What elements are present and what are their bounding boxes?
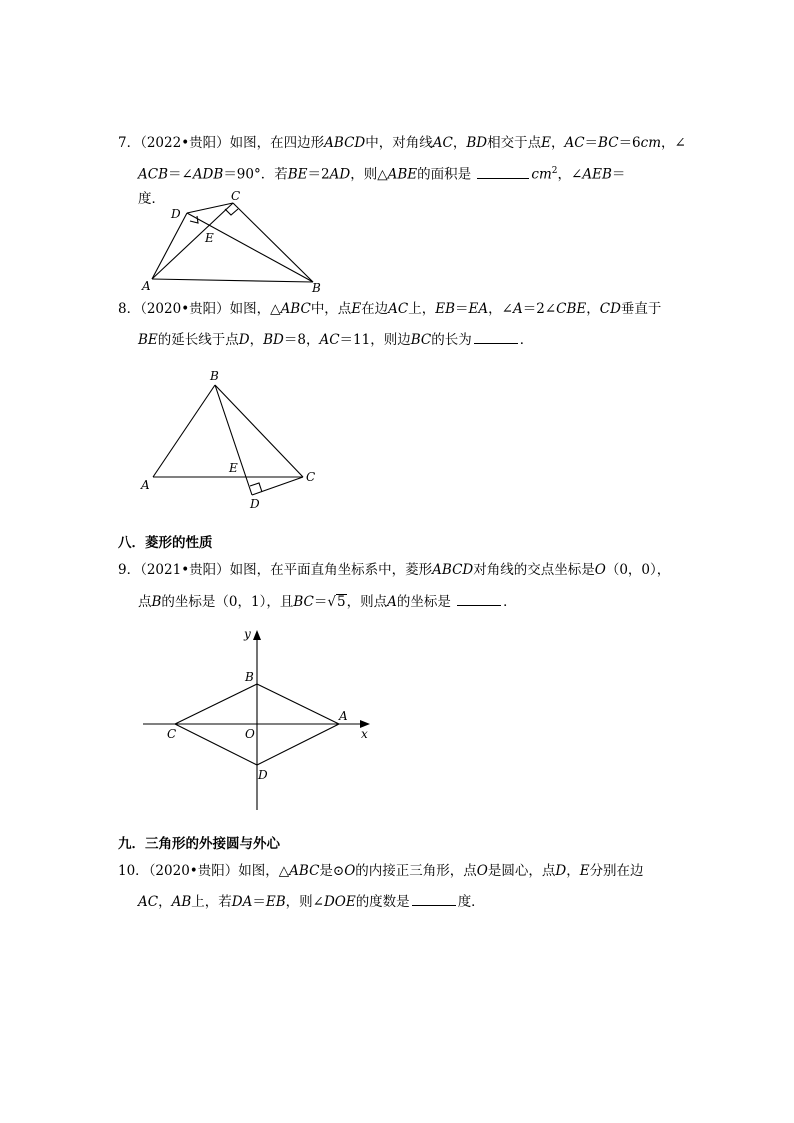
- p9-segment-BA: [257, 684, 339, 724]
- p9-label-C: C: [167, 727, 177, 741]
- p8-text: 垂直于: [620, 301, 662, 317]
- p8-var: D: [238, 332, 250, 348]
- p8-label-A: A: [141, 478, 150, 492]
- p9-label-B: B: [245, 670, 254, 684]
- p10-text: 是⊙: [319, 863, 345, 879]
- p9-text: 对角线的交点坐标是: [473, 562, 595, 578]
- p8-var: BD: [263, 332, 284, 348]
- p10-var: DA: [231, 894, 253, 910]
- p10-text: ，: [566, 863, 580, 879]
- p7-source: （2022•贵阳）: [140, 135, 230, 151]
- p9-var: ABCD: [432, 562, 474, 578]
- p9-text: 的坐标是: [396, 594, 451, 610]
- p8-text: ＝8，: [283, 332, 320, 348]
- p8-line-2: [138, 331, 533, 349]
- p10-text: 如图，△: [238, 863, 290, 879]
- p8-text: ．: [519, 332, 534, 348]
- p10-var: D: [555, 863, 567, 879]
- p7-var: BD: [466, 135, 488, 151]
- p10-answer-blank[interactable]: [412, 893, 456, 906]
- p7-var: AEB: [582, 166, 612, 183]
- p9-label-O: O: [245, 727, 255, 741]
- p7-text: ＝: [611, 166, 626, 183]
- p9-text: 的坐标是（0，1），且: [161, 594, 294, 610]
- section-heading-9: 九．三角形的外接圆与外心: [118, 836, 280, 852]
- p7-text: 度．: [138, 191, 165, 207]
- p10-text: 的度数是: [355, 894, 410, 910]
- p9-y-arrow: [253, 630, 261, 640]
- p10-text: ，则∠: [285, 894, 324, 910]
- p9-label-y: y: [244, 627, 251, 641]
- p7-unit: cm: [531, 166, 552, 183]
- p8-text: 上，: [408, 301, 436, 317]
- p9-sqrt-sign: √: [327, 594, 336, 610]
- p8-var: AC: [319, 332, 340, 348]
- p8-var: A: [512, 301, 523, 317]
- p8-text: 的长为: [431, 332, 472, 348]
- p9-line-2: [138, 593, 517, 611]
- p8-var: CBE: [556, 301, 587, 317]
- p8-text: 的延长线于点: [157, 332, 239, 348]
- p7-answer-blank-1[interactable]: [477, 166, 529, 179]
- p8-answer-blank[interactable]: [474, 331, 518, 344]
- p7-figure: [140, 186, 330, 292]
- p9-number: 9．: [118, 562, 141, 578]
- section-heading-8: 八．菱形的性质: [118, 535, 213, 551]
- p8-source: （2020•贵阳）: [140, 301, 230, 317]
- p8-text: 在边: [361, 301, 389, 317]
- p7-text: ，则△: [350, 166, 388, 183]
- p7-text: 如图，在四边形: [229, 135, 325, 151]
- p9-text: ．: [503, 594, 517, 610]
- p10-text: ，: [158, 894, 172, 910]
- p7-text: ，∠: [557, 166, 583, 183]
- p7-text: 相交于点: [487, 135, 542, 151]
- p9-var: B: [151, 594, 162, 610]
- p8-label-E: E: [229, 461, 238, 475]
- p10-var: DOE: [323, 894, 356, 910]
- p7-var: ACB: [138, 166, 168, 183]
- p7-var: BE: [287, 166, 308, 183]
- p8-text: ＝2∠: [522, 301, 557, 317]
- p9-label-D: D: [258, 768, 268, 782]
- p10-number: 10．: [118, 863, 149, 879]
- p7-var: AD: [329, 166, 351, 183]
- p9-text: 如图，在平面直角坐标系中，菱形: [229, 562, 433, 578]
- p7-var: E: [541, 135, 551, 151]
- p7-text: ＝∠: [168, 166, 193, 183]
- p8-label-C: C: [306, 470, 316, 484]
- p7-text: ，: [550, 135, 565, 151]
- p9-text: （0，0），: [605, 562, 671, 578]
- p7-text: ＝6: [618, 135, 641, 151]
- p7-var: ABE: [387, 166, 418, 183]
- p9-label-x: x: [361, 727, 368, 741]
- p7-text: ，: [452, 135, 467, 151]
- p7-text: ＝90°．若: [223, 166, 288, 183]
- p7-line-1: [118, 134, 686, 152]
- p8-var: E: [351, 301, 362, 317]
- p8-line-1: [118, 300, 661, 318]
- p8-var: ABC: [280, 301, 311, 317]
- p9-var: O: [594, 562, 606, 578]
- p8-segment-AB: [153, 385, 215, 477]
- p9-answer-blank[interactable]: [457, 593, 501, 606]
- p9-var: BC: [293, 594, 314, 610]
- p10-text: 度．: [457, 894, 485, 910]
- p7-label-D: D: [171, 207, 181, 221]
- p7-exponent: 2: [551, 166, 558, 176]
- p7-var: AC: [564, 135, 585, 151]
- p7-text: ＝: [584, 135, 599, 151]
- p8-figure: [138, 365, 328, 515]
- p8-number: 8．: [118, 301, 141, 317]
- p8-text: ，: [249, 332, 264, 348]
- p7-var: ABCD: [324, 135, 366, 151]
- p7-line-2: [138, 162, 625, 184]
- p10-var: E: [579, 863, 590, 879]
- p8-text: 如图，△: [229, 301, 281, 317]
- p7-right-angle-C: [225, 209, 238, 215]
- p8-segment-BD: [215, 385, 252, 495]
- p9-label-A: A: [339, 709, 348, 723]
- p8-text: ，: [586, 301, 600, 317]
- p10-text: 上，若: [191, 894, 232, 910]
- p8-text: ＝: [455, 301, 469, 317]
- p7-var: BC: [598, 135, 619, 151]
- p7-text: 的面积是: [417, 166, 472, 183]
- p10-text: ＝: [252, 894, 266, 910]
- p7-segment-DB: [187, 213, 313, 282]
- p8-var: EB: [435, 301, 456, 317]
- p9-text: ，则点: [346, 594, 388, 610]
- p7-segment-CB: [233, 203, 313, 282]
- p8-label-B: B: [210, 369, 219, 383]
- p10-var: EB: [265, 894, 286, 910]
- p10-var: AB: [171, 894, 192, 910]
- p7-label-A: A: [142, 279, 151, 292]
- p10-line-1: [118, 862, 644, 880]
- p8-text: 中，点: [310, 301, 352, 317]
- p10-line-2: [138, 893, 485, 911]
- p10-source: （2020•贵阳）: [148, 863, 239, 879]
- p10-text: 的内接正三角形，点: [355, 863, 477, 879]
- p7-var: ADB: [192, 166, 224, 183]
- p10-var: O: [476, 863, 488, 879]
- p10-text: 分别在边: [589, 863, 644, 879]
- p9-segment-CB: [175, 684, 257, 724]
- p9-text: ＝: [313, 594, 328, 610]
- p8-var: EA: [468, 301, 489, 317]
- p7-segment-AB: [152, 279, 313, 282]
- p10-var: ABC: [289, 863, 320, 879]
- p8-text: ，∠: [488, 301, 513, 317]
- p7-number: 7．: [118, 135, 141, 151]
- p7-var: AC: [432, 135, 453, 151]
- p9-source: （2021•贵阳）: [140, 562, 230, 578]
- p8-right-angle-D: [250, 483, 262, 492]
- p8-label-D: D: [250, 497, 260, 511]
- p8-var: BE: [138, 332, 158, 348]
- p9-line-1: [118, 561, 670, 579]
- p7-segment-AD: [152, 213, 187, 279]
- p7-segment-DC: [187, 203, 233, 213]
- p8-var: BC: [410, 332, 432, 348]
- p8-var: CD: [599, 301, 621, 317]
- p9-sqrt-radicand: 5: [336, 594, 346, 610]
- p10-var: AC: [138, 894, 159, 910]
- p8-text: ＝11，则边: [339, 332, 411, 348]
- p7-unit: cm: [640, 135, 662, 151]
- p7-segment-AC: [152, 203, 233, 279]
- p9-figure: [135, 620, 380, 815]
- p9-var: A: [387, 594, 397, 610]
- p9-text: 点: [138, 594, 152, 610]
- p8-var: AC: [388, 301, 409, 317]
- p7-label-E: E: [205, 231, 214, 245]
- p7-text: ，∠: [661, 135, 686, 151]
- p10-text: 是圆心，点: [487, 863, 556, 879]
- p9-segment-AD: [257, 724, 339, 765]
- p10-var: O: [344, 863, 356, 879]
- p7-label-B: B: [312, 281, 321, 292]
- p7-text: ＝2: [307, 166, 330, 183]
- p7-text: 中，对角线: [365, 135, 433, 151]
- p7-label-C: C: [231, 189, 241, 203]
